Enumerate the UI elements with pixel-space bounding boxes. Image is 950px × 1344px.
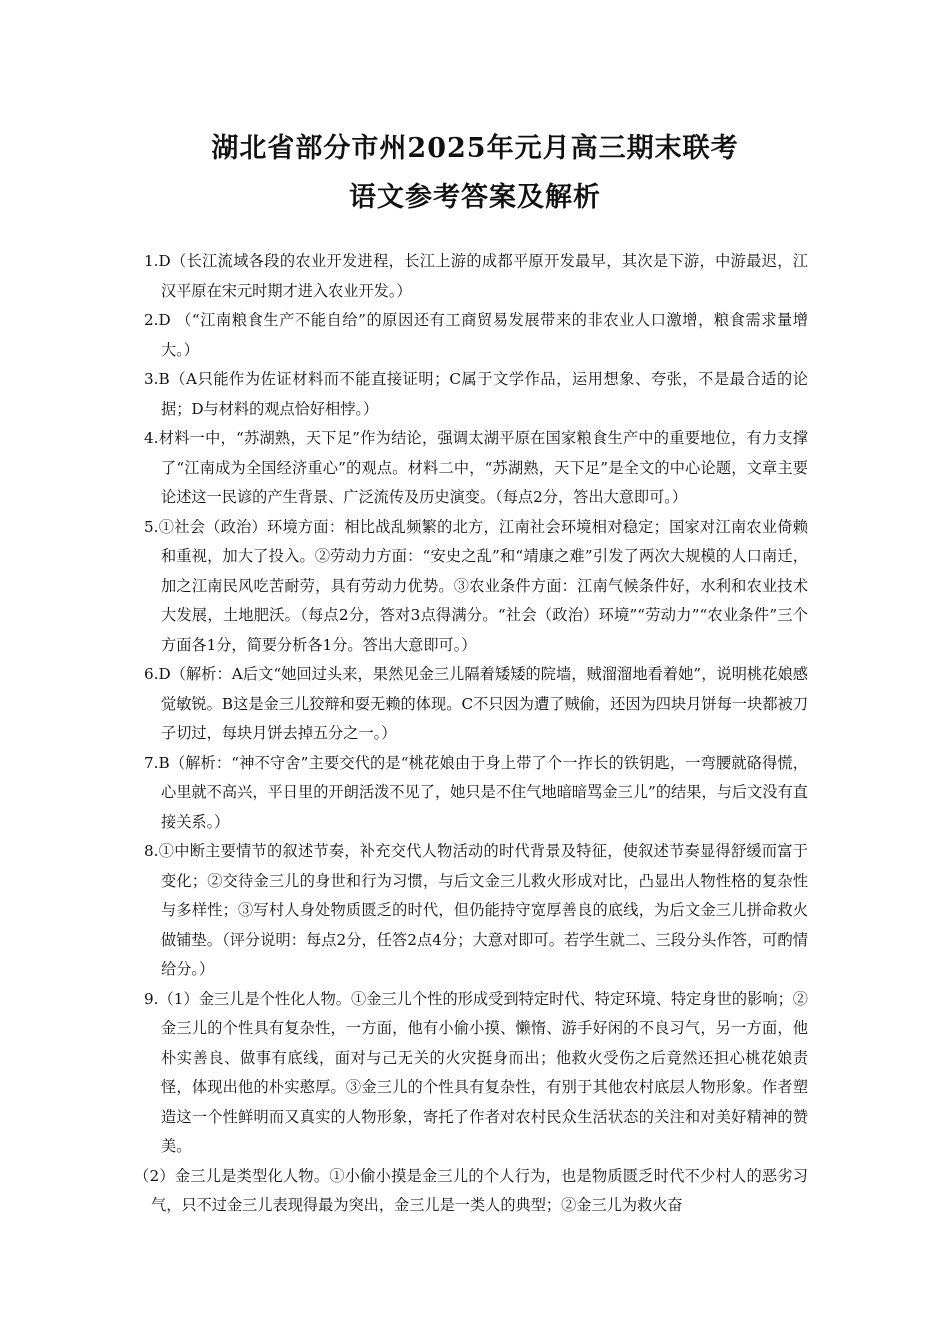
- answer-item-8: 8.①中断主要情节的叙述节奏，补充交代人物活动的时代背景及特征，使叙述节奏显得舒缓而富于变化；②交待金三儿的身世和行为习惯，与后文金三儿救火形成对比，凸显出人物性格的复杂性与多样性；③写村人身处物质匮乏的时代，但仍能持守宽厚善良的底线，为后文金三儿拼命救火做铺垫。（评分说明：每点2分，任答2点4分；大意对即可。若学生就二、三段分头作答，可酌情给分。）: [144, 842, 808, 978]
- answer-item-2: 2.D （“江南粮食生产不能自给”的原因还有工商贸易发展带来的非农业人口激增，粮食需求量增大。）: [144, 311, 808, 359]
- answer-item-5: 5.①社会（政治）环境方面：相比战乱频繁的北方，江南社会环境相对稳定；国家对江南农业倚赖和重视，加大了投入。②劳动力方面：“安史之乱”和“靖康之难”引发了两次大规模的人口南迁，加之江南民风吃苦耐劳，具有劳动力优势。③农业条件方面：江南气候条件好，水利和农业技术大发展，土地肥沃。（每点2分，答对3点得满分。“社会（政治）环境”“劳动力”“农业条件”三个方面各1分，简要分析各1分。答出大意即可。）: [144, 517, 808, 654]
- answer-item-1: 1.D（长江流域各段的农业开发进程，长江上游的成都平原开发最早，其次是下游，中游最迟，江汉平原在宋元时期才进入农业开发。）: [144, 252, 808, 300]
- answer-item-4: 4.材料一中，“苏湖熟，天下足”作为结论，强调太湖平原在国家粮食生产中的重要地位，有力支撑了“江南成为全国经济重心”的观点。材料二中，“苏湖熟，天下足”是全文的中心论题，文章主要论述这一民谚的产生背景、广泛流传及历史演变。（每点2分，答出大意即可。）: [144, 429, 808, 506]
- document-title: 湖北省部分市州2025年元月高三期末联考: [211, 133, 739, 164]
- answer-item-9-part-1: 9.（1）金三儿是个性化人物。①金三儿个性的形成受到特定时代、特定环境、特定身世的影响；②金三儿的个性具有复杂性，一方面，他有小偷小摸、懒惰、游手好闲的不良习气，另一方面，他朴实善良、做事有底线，面对与己无关的火灾挺身而出；他救火受伤之后竟然还担心桃花娘责怪，体现出他的朴实憨厚。③金三儿的个性具有复杂性，有别于其他农村底层人物形象。作者塑造这一个性鲜明而又真实的人物形象，寄托了作者对农村民众生活状态的关注和对美好精神的赞美。: [144, 989, 808, 1155]
- document-subtitle: 语文参考答案及解析: [349, 182, 601, 213]
- answer-list: [134, 247, 808, 1221]
- answer-item-9-part-2: （2）金三儿是类型化人物。①小偷小摸是金三儿的个人行为，也是物质匮乏时代不少村人的恶劣习气，只不过金三儿表现得最为突出，金三儿是一类人的典型；②金三儿为救火奋: [134, 1166, 808, 1214]
- answer-item-6: 6.D（解析：A后文“她回过头来，果然见金三儿隔着矮矮的院墙，贼溜溜地看着她”，说明桃花娘感觉敏锐。B这是金三儿狡辩和耍无赖的体现。C不只因为遭了贼偷，还因为四块月饼每一块都被刀子切过，每块月饼去掉五分之一。）: [144, 665, 808, 742]
- answer-item-3: 3.B（A只能作为佐证材料而不能直接证明；C属于文学作品，运用想象、夸张，不是最合适的论据；D与材料的观点恰好相悖。）: [144, 370, 808, 418]
- answer-item-7: 7.B（解析：“神不守舍”主要交代的是“桃花娘由于身上带了个一拃长的铁钥匙，一弯腰就硌得慌，心里就不高兴，平日里的开朗活泼不见了，她只是不住气地暗暗骂金三儿”的结果，与后文没有直接关系。）: [144, 753, 808, 831]
